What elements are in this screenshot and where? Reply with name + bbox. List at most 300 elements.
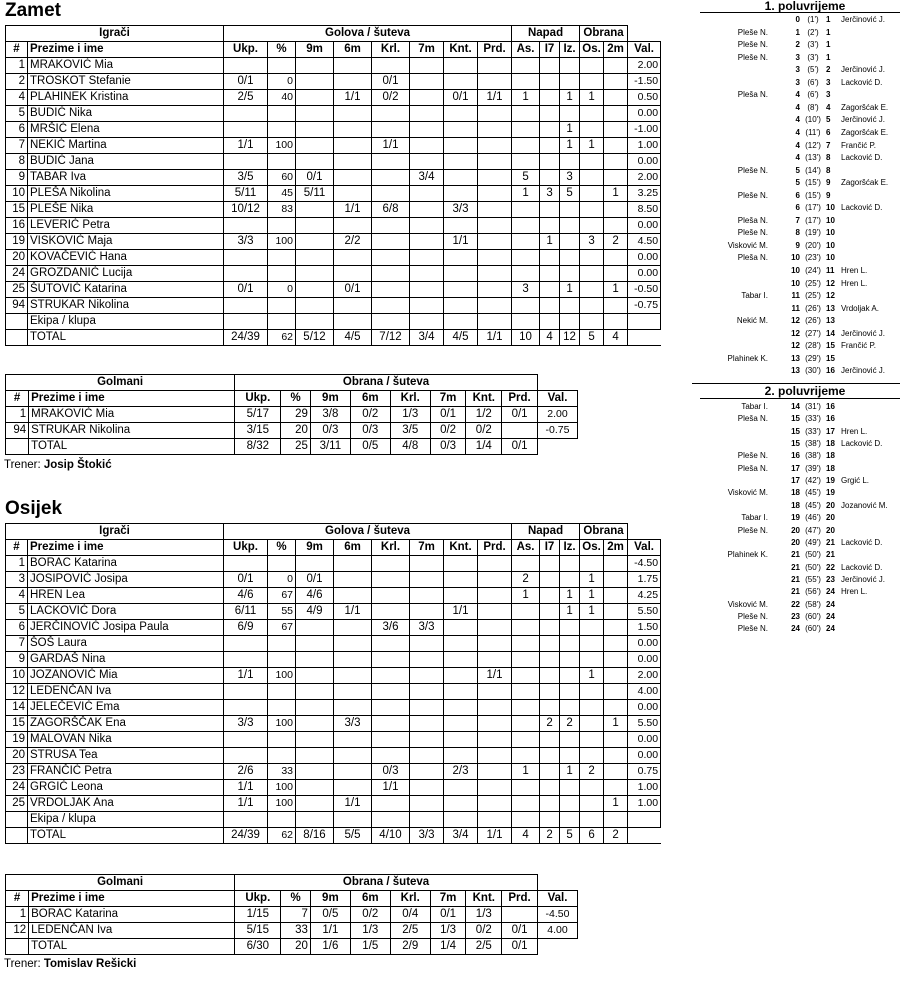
player-name: FRANČIĆ Petra [28, 764, 224, 780]
away-score: 3 [826, 90, 831, 100]
stat-cell [560, 250, 580, 266]
stat-cell [410, 250, 444, 266]
stat-cell: 5/11 [296, 186, 334, 202]
stat-cell [268, 298, 296, 314]
stat-cell [604, 700, 628, 716]
stat-cell [604, 90, 628, 106]
stat-cell [334, 668, 372, 684]
away-scorer: Vrdoljak A. [841, 303, 879, 313]
players-group-header: Igrači [6, 524, 224, 540]
group-header-row [6, 26, 661, 42]
score-event [700, 512, 900, 523]
stat-cell [224, 732, 268, 748]
player-number: 24 [6, 780, 28, 796]
stat-cell [410, 684, 444, 700]
stat-cell [478, 170, 512, 186]
home-score: 10 [791, 278, 800, 288]
event-minute: (33') [805, 414, 821, 424]
table-row [6, 298, 661, 314]
stat-cell [512, 250, 540, 266]
empty-cell [537, 375, 577, 391]
score-event [700, 127, 900, 138]
player-number: 23 [6, 764, 28, 780]
player-number: 9 [6, 170, 28, 186]
stat-cell [580, 652, 604, 668]
score-event [700, 290, 900, 301]
stat-cell: 2.00 [628, 668, 661, 684]
stat-cell: 1/1 [444, 234, 478, 250]
away-scorer: Frančić P. [841, 341, 876, 351]
event-minute: (15') [805, 178, 821, 188]
stat-cell: 2/6 [224, 764, 268, 780]
event-minute: (23') [805, 253, 821, 263]
stat-cell: 5 [560, 828, 580, 844]
stat-cell: 100 [268, 716, 296, 732]
stat-cell: 1 [604, 796, 628, 812]
stat-cell: 1 [512, 186, 540, 202]
table-row [6, 282, 661, 298]
stat-cell: 1.50 [628, 620, 661, 636]
table-row [6, 923, 578, 939]
stat-cell [372, 186, 410, 202]
stat-cell [540, 556, 560, 572]
event-minute: (6') [807, 90, 819, 100]
column-header: Prd. [478, 540, 512, 556]
stat-cell: 40 [268, 90, 296, 106]
score-event [700, 475, 900, 486]
away-score: 18 [826, 451, 835, 461]
home-score: 21 [791, 587, 800, 597]
score-event [700, 500, 900, 511]
stat-cell [410, 234, 444, 250]
away-score: 11 [826, 266, 835, 275]
player-name: PLEŠE Nika [28, 202, 224, 218]
player-name: PLEŠA Nikolina [28, 186, 224, 202]
score-event [700, 114, 900, 125]
stat-cell: 5/11 [224, 186, 268, 202]
away-scorer: Hren L. [841, 587, 868, 597]
stat-cell: 1.00 [628, 138, 661, 154]
stat-cell [296, 620, 334, 636]
stat-cell [604, 604, 628, 620]
stat-cell: -0.75 [537, 423, 577, 439]
score-event [700, 574, 900, 585]
column-header: Prezime i ime [28, 42, 224, 58]
stat-cell [444, 668, 478, 684]
stat-cell [540, 170, 560, 186]
stat-cell: 2/2 [334, 234, 372, 250]
stat-cell [444, 796, 478, 812]
stat-cell [604, 138, 628, 154]
stat-cell: 0/2 [350, 407, 390, 423]
stat-cell: 1/1 [372, 780, 410, 796]
home-score: 6 [795, 190, 800, 200]
score-event [700, 401, 900, 412]
saves-group-header: Obrana / šuteva [235, 375, 538, 391]
table-row [6, 732, 661, 748]
stat-cell [372, 218, 410, 234]
stat-cell: 1/3 [390, 407, 430, 423]
stat-cell: 0 [268, 282, 296, 298]
event-minute: (17') [805, 203, 821, 213]
column-header: % [281, 891, 310, 907]
half1-divider [700, 12, 900, 13]
player-number: 4 [6, 588, 28, 604]
stat-cell [604, 764, 628, 780]
table-row [6, 314, 661, 330]
stat-cell [296, 154, 334, 170]
stat-cell: 0/2 [466, 423, 502, 439]
stat-cell [268, 314, 296, 330]
stat-cell [334, 122, 372, 138]
stat-cell: 1/1 [310, 923, 350, 939]
stat-cell: 20 [281, 939, 310, 955]
stat-cell [580, 266, 604, 282]
stat-cell [580, 636, 604, 652]
table-row [6, 636, 661, 652]
stat-cell: 0/3 [372, 764, 410, 780]
stat-cell [580, 748, 604, 764]
away-scorer: Zagoršćak E. [841, 178, 889, 188]
stat-cell: 0/2 [372, 90, 410, 106]
event-minute: (28') [805, 341, 821, 351]
stat-cell: 3/3 [224, 234, 268, 250]
stat-cell [512, 556, 540, 572]
empty-cell [628, 26, 661, 42]
event-minute: (19') [805, 228, 821, 238]
stat-cell [604, 170, 628, 186]
stat-cell: 5/15 [235, 923, 281, 939]
stat-cell [224, 636, 268, 652]
home-scorer: Plahinek K. [727, 550, 768, 560]
home-scorer: Pleše N. [737, 190, 768, 200]
away-score: 4 [826, 102, 831, 112]
player-number: 7 [6, 636, 28, 652]
away-scorer: Jerčinović J. [841, 65, 886, 75]
event-minute: (26') [805, 316, 821, 326]
away-score: 22 [826, 562, 835, 572]
column-header: Knt. [444, 540, 478, 556]
stat-cell [372, 588, 410, 604]
stat-cell: 0.00 [628, 106, 661, 122]
column-header: Val. [628, 42, 661, 58]
stat-cell [224, 700, 268, 716]
home-score: 16 [791, 451, 800, 461]
stat-cell [512, 74, 540, 90]
column-header: Knt. [444, 42, 478, 58]
stat-cell [224, 218, 268, 234]
stat-cell [604, 122, 628, 138]
away-scorer: Hren L. [841, 426, 868, 436]
player-number: 19 [6, 234, 28, 250]
stat-cell [604, 652, 628, 668]
home-score: 9 [795, 240, 800, 250]
stat-cell [604, 556, 628, 572]
home-score: 17 [791, 463, 800, 473]
stat-cell [296, 282, 334, 298]
home-score: 15 [791, 426, 800, 436]
stat-cell [268, 250, 296, 266]
stat-cell [410, 202, 444, 218]
player-name: NEKIĆ Martina [28, 138, 224, 154]
event-minute: (25') [805, 291, 821, 301]
goals-group-header: Golova / šuteva [224, 524, 512, 540]
player-number: 20 [6, 250, 28, 266]
home-scorer: Pleša N. [737, 414, 768, 424]
table-row [6, 907, 578, 923]
stat-cell: 1/3 [430, 923, 466, 939]
stat-cell: 20 [281, 423, 310, 439]
away-scorer: Lacković D. [841, 537, 883, 547]
stat-cell [478, 764, 512, 780]
home-scorer: Pleša N. [737, 215, 768, 225]
column-header: Krl. [390, 891, 430, 907]
stat-cell: 0/1 [502, 407, 538, 423]
goalie-number: 94 [6, 423, 29, 439]
stat-cell [268, 218, 296, 234]
coach-label: Trener: [4, 958, 41, 970]
attack-group-header: Napad [512, 26, 580, 42]
goalie-group-header-row [6, 875, 578, 891]
away-score: 19 [826, 476, 835, 486]
stat-cell [560, 748, 580, 764]
event-minute: (14') [805, 165, 821, 175]
home-score: 20 [791, 537, 800, 547]
stat-cell: 2 [604, 828, 628, 844]
stat-cell [334, 186, 372, 202]
table-row [6, 780, 661, 796]
home-score: 4 [795, 102, 800, 112]
stat-cell [334, 620, 372, 636]
stat-cell: 1 [560, 122, 580, 138]
player-number: 4 [6, 90, 28, 106]
score-event [700, 586, 900, 597]
stat-cell [540, 684, 560, 700]
player-number: 6 [6, 122, 28, 138]
stat-cell: 0.00 [628, 732, 661, 748]
stat-cell [410, 266, 444, 282]
away-score: 3 [826, 77, 831, 87]
stat-cell [580, 202, 604, 218]
stat-cell: 0.00 [628, 652, 661, 668]
score-event [700, 77, 900, 88]
stat-cell [410, 716, 444, 732]
column-header: 6m [334, 42, 372, 58]
away-scorer: Hren L. [841, 278, 868, 288]
stat-cell [478, 234, 512, 250]
stat-cell [560, 812, 580, 828]
stat-cell [540, 796, 560, 812]
stat-cell [580, 218, 604, 234]
home-score: 24 [791, 624, 800, 634]
score-event [700, 265, 900, 276]
stat-cell: 1 [580, 668, 604, 684]
stat-cell: 6 [580, 828, 604, 844]
event-minute: (10') [805, 115, 821, 125]
away-score: 16 [826, 414, 835, 424]
score-event [700, 450, 900, 461]
stat-cell [334, 636, 372, 652]
stat-cell: 1 [560, 604, 580, 620]
stat-cell: 5.50 [628, 716, 661, 732]
stat-cell [560, 74, 580, 90]
column-header: Os. [580, 42, 604, 58]
stat-cell: 67 [268, 588, 296, 604]
stat-cell [334, 74, 372, 90]
score-event [700, 426, 900, 437]
stat-cell [296, 796, 334, 812]
stat-cell: 4 [540, 330, 560, 346]
column-header: 6m [334, 540, 372, 556]
stat-cell [224, 106, 268, 122]
stat-cell [410, 588, 444, 604]
player-name: LEDENČAN Iva [28, 684, 224, 700]
stat-cell: 1/1 [478, 668, 512, 684]
column-header: % [268, 42, 296, 58]
home-score: 11 [791, 303, 800, 313]
away-score: 20 [826, 500, 835, 510]
table-row [6, 154, 661, 170]
stat-cell: 0.00 [628, 266, 661, 282]
stat-cell: 1/3 [466, 907, 502, 923]
player-number: 1 [6, 58, 28, 74]
stat-cell [512, 106, 540, 122]
stat-cell [296, 716, 334, 732]
stat-cell [560, 700, 580, 716]
stat-cell [604, 684, 628, 700]
osijek-players-table [5, 523, 661, 844]
stat-cell: 1 [560, 138, 580, 154]
stat-cell: 1/1 [334, 796, 372, 812]
total-row [6, 330, 661, 346]
player-number [6, 330, 28, 346]
score-event [700, 39, 900, 50]
stat-cell [268, 122, 296, 138]
stat-cell: -0.50 [628, 282, 661, 298]
stat-cell [540, 748, 560, 764]
away-score: 16 [826, 366, 835, 376]
stat-cell: 3/4 [444, 828, 478, 844]
home-scorer: Tabar I. [741, 513, 768, 523]
stat-cell: 0.00 [628, 218, 661, 234]
stat-cell [512, 636, 540, 652]
stat-cell [580, 780, 604, 796]
stat-cell [444, 106, 478, 122]
away-score: 8 [826, 165, 831, 175]
stat-cell [560, 266, 580, 282]
stat-cell [296, 58, 334, 74]
event-minute: (3') [807, 52, 819, 62]
stat-cell [268, 58, 296, 74]
stat-cell: 3/3 [410, 620, 444, 636]
stat-cell [628, 314, 661, 330]
table-row [6, 170, 661, 186]
stat-cell: 0/1 [296, 170, 334, 186]
stat-cell: 1/1 [444, 604, 478, 620]
stat-cell [444, 122, 478, 138]
away-score: 10 [826, 253, 835, 263]
stat-cell [580, 700, 604, 716]
event-minute: (6') [807, 77, 819, 87]
stat-cell [444, 266, 478, 282]
column-header: Iz. [560, 540, 580, 556]
goalie-name: BORAC Katarina [29, 907, 235, 923]
stat-cell: 4.50 [628, 234, 661, 250]
away-scorer: Lacković D. [841, 77, 883, 87]
stat-cell [560, 154, 580, 170]
player-name: LACKOVIĆ Dora [28, 604, 224, 620]
stat-cell: 6/11 [224, 604, 268, 620]
stat-cell [604, 620, 628, 636]
away-score: 12 [826, 278, 835, 288]
table-row [6, 812, 661, 828]
home-scorer: Visković M. [727, 488, 768, 498]
away-score: 12 [826, 291, 835, 301]
stat-cell [410, 218, 444, 234]
stat-cell [372, 556, 410, 572]
player-name: GROZDANIĆ Lucija [28, 266, 224, 282]
stat-cell [268, 748, 296, 764]
home-score: 18 [791, 500, 800, 510]
score-event [700, 562, 900, 573]
home-score: 3 [795, 65, 800, 75]
stat-cell: 1 [604, 716, 628, 732]
stat-cell: 0/1 [502, 923, 538, 939]
stat-cell [268, 636, 296, 652]
table-row [6, 266, 661, 282]
stat-cell [296, 780, 334, 796]
column-header: Prezime i ime [29, 391, 235, 407]
stat-cell [410, 186, 444, 202]
away-scorer: Frančić P. [841, 140, 876, 150]
stat-cell [410, 314, 444, 330]
defence-group-header: Obrana [580, 524, 628, 540]
score-event [700, 140, 900, 151]
stat-cell: 0/1 [224, 74, 268, 90]
stat-cell [512, 780, 540, 796]
home-score: 18 [791, 488, 800, 498]
table-row [6, 423, 578, 439]
stat-cell [444, 282, 478, 298]
stat-cell: 0/1 [502, 439, 538, 455]
osijek-coach [4, 958, 136, 970]
stat-cell [540, 620, 560, 636]
home-scorer: Pleša N. [737, 253, 768, 263]
column-header: I7 [540, 42, 560, 58]
table-row [6, 74, 661, 90]
group-header-row [6, 524, 661, 540]
stat-cell [604, 732, 628, 748]
home-score: 14 [791, 402, 800, 411]
stat-cell: 3/3 [410, 828, 444, 844]
score-event [700, 227, 900, 238]
stat-cell [512, 812, 540, 828]
stat-cell [540, 74, 560, 90]
stat-cell [512, 138, 540, 154]
player-name: JERČINOVIĆ Josipa Paula [28, 620, 224, 636]
stat-cell [560, 684, 580, 700]
player-number: 8 [6, 154, 28, 170]
stat-cell [512, 234, 540, 250]
home-score: 3 [795, 52, 800, 62]
table-row [6, 700, 661, 716]
stat-cell [560, 780, 580, 796]
stat-cell [334, 314, 372, 330]
player-name: TOTAL [28, 828, 224, 844]
home-score: 1 [795, 27, 800, 37]
stat-cell [478, 74, 512, 90]
stat-cell: 24/39 [224, 828, 268, 844]
